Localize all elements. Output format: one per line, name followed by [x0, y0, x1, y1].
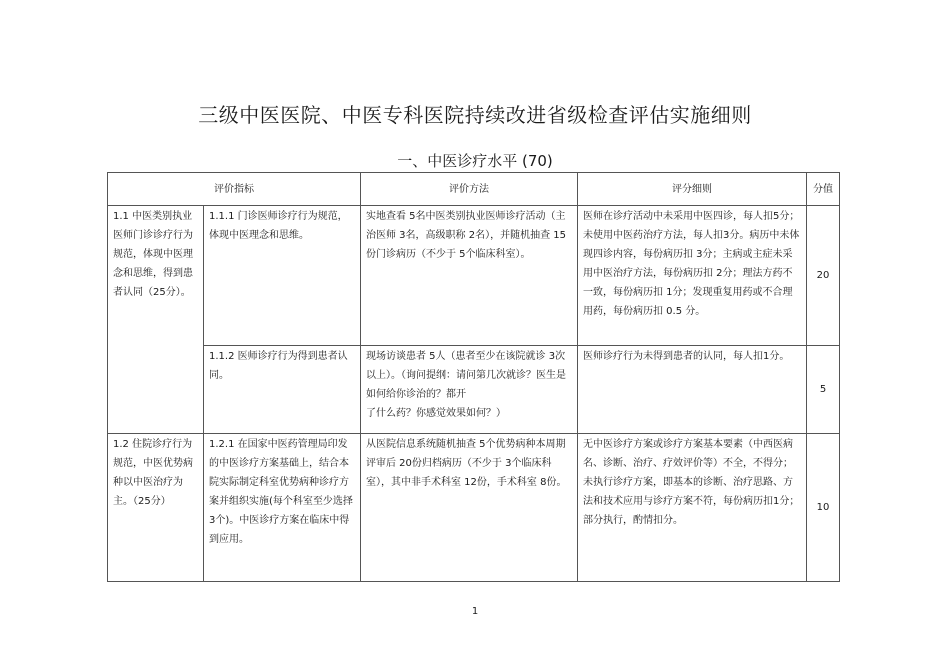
- indicator-cell: 1.1.1 门诊医师诊疗行为规范，体现中医理念和思维。: [204, 206, 361, 346]
- score-cell: 10: [807, 434, 840, 582]
- category-cell: 1.1 中医类别执业医师门诊诊疗行为规范，体现中医理念和思维，得到患者认同（25分）。: [108, 206, 204, 434]
- method-overflow-text: 了什么药？你感觉效果如何？）: [366, 408, 506, 419]
- header-method: 评价方法: [361, 173, 578, 206]
- score-cell: 5: [807, 346, 840, 434]
- score-cell: 20: [807, 206, 840, 346]
- evaluation-table: [107, 172, 840, 582]
- table-row: [108, 434, 840, 582]
- header-score: 分值: [807, 173, 840, 206]
- document-title: 三级中医医院、中医专科医院持续改进省级检查评估实施细则: [198, 103, 752, 127]
- criteria-cell: 医师诊疗行为未得到患者的认同，每人扣1分。: [578, 346, 807, 434]
- criteria-cell: 无中医诊疗方案或诊疗方案基本要素（中西医病名、诊断、治疗、疗效评价等）不全，不得分；未执行诊疗方案，即基本的诊断、治疗思路、方法和技术应用与诊疗方案不符，每份病历扣1分；部分执行，酌情扣分。: [578, 434, 807, 582]
- table-row: [108, 206, 840, 346]
- indicator-cell: 1.1.2 医师诊疗行为得到患者认同。: [204, 346, 361, 434]
- method-cell: [361, 346, 578, 434]
- method-cell: 从医院信息系统随机抽查 5个优势病种本周期评审后 20份归档病历（不少于 3个临床科室），其中非手术科室 12份，手术科室 8份。: [361, 434, 578, 582]
- category-cell: 1.2 住院诊疗行为规范，中医优势病种以中医治疗为主。（25分）: [108, 434, 204, 582]
- section-title: 一、中医诊疗水平 (70): [397, 152, 553, 170]
- page-number: 1: [471, 606, 479, 617]
- method-cell: 实地查看 5名中医类别执业医师诊疗活动（主治医师 3名，高级职称 2名），并随机抽查 15份门诊病历（不少于 5个临床科室）。: [361, 206, 578, 346]
- table-header-row: [108, 173, 840, 206]
- indicator-cell: 1.2.1 在国家中医药管理局印发的中医诊疗方案基础上，结合本院实际制定科室优势病种诊疗方案并组织实施(每个科室至少选择 3个)。中医诊疗方案在临床中得到应用。: [204, 434, 361, 582]
- header-indicator: 评价指标: [108, 173, 361, 206]
- method-text: 现场访谈患者 5人（患者至少在该院就诊 3次以上）。（询问提纲：请问第几次就诊？医生是如何给你诊治的？都开: [366, 351, 566, 400]
- header-criteria: 评分细则: [578, 173, 807, 206]
- table-row: [108, 346, 840, 434]
- criteria-cell: 医师在诊疗活动中未采用中医四诊，每人扣5分；未使用中医药治疗方法，每人扣3分。病历中未体现四诊内容，每份病历扣 3分；主病或主症未采用中医治疗方法，每份病历扣 2分；理法方药不一致，每份病历扣 1分；发现重复用药或不合理用药，每份病历扣 0.5 分。: [578, 206, 807, 346]
